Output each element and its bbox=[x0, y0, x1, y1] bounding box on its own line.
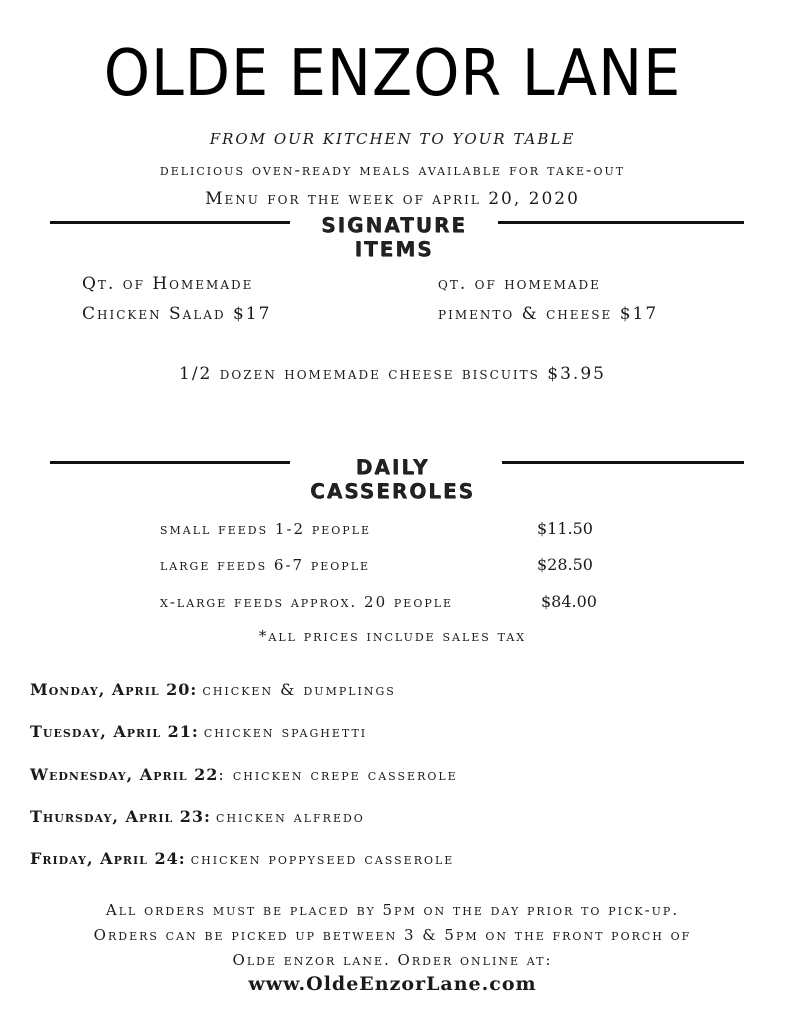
day-row-wednesday bbox=[30, 765, 458, 784]
casseroles-heading bbox=[280, 455, 505, 503]
day-row-monday bbox=[30, 680, 396, 699]
section-divider-left bbox=[50, 221, 290, 224]
website-link[interactable]: www.OldeEnzorLane.com bbox=[248, 973, 537, 995]
day-name: Wednesday, April 22 bbox=[30, 765, 219, 784]
signature-item-pimento-cheese bbox=[438, 269, 658, 329]
day-row-tuesday bbox=[30, 722, 367, 741]
size-price: $28.50 bbox=[537, 555, 593, 574]
signature-heading bbox=[290, 213, 498, 261]
signature-item-chicken-salad bbox=[82, 269, 271, 329]
day-dish: chicken & dumplings bbox=[202, 680, 396, 699]
size-label: small feeds 1-2 people bbox=[160, 520, 372, 538]
day-name: Monday, April 20: bbox=[30, 680, 198, 699]
week-line: Menu for the week of april 20, 2020 bbox=[205, 189, 580, 209]
size-label: large feeds 6-7 people bbox=[160, 556, 371, 574]
day-dish: chicken poppyseed casserole bbox=[190, 849, 455, 868]
casseroles-heading-line2: CASSEROLES bbox=[310, 479, 475, 503]
signature-heading-line1: SIGNATURE bbox=[321, 213, 467, 237]
size-label: x-large feeds approx. 20 people bbox=[160, 593, 454, 611]
page-title: OLDE ENZOR LANE bbox=[103, 37, 682, 111]
signature-item-line: pimento & cheese $17 bbox=[438, 304, 659, 324]
tagline: FROM OUR KITCHEN TO YOUR TABLE bbox=[209, 130, 576, 148]
footer-line: All orders must be placed by 5pm on the day prior to pick-up. bbox=[105, 901, 680, 919]
casseroles-heading-line1: DAILY bbox=[355, 455, 430, 479]
day-name: Tuesday, April 21: bbox=[30, 722, 199, 741]
day-row-friday bbox=[30, 849, 454, 868]
size-price: $11.50 bbox=[537, 519, 593, 538]
tax-note: *all prices include sales tax bbox=[258, 627, 527, 645]
size-price: $84.00 bbox=[541, 592, 597, 611]
signature-item-line: Chicken Salad $17 bbox=[82, 304, 272, 324]
subtagline: delicious oven-ready meals available for take-out bbox=[159, 160, 626, 179]
day-dish: : chicken crepe casserole bbox=[218, 765, 458, 784]
day-name: Friday, April 24: bbox=[30, 849, 186, 868]
footer-line: Olde enzor lane. Order online at: bbox=[232, 951, 553, 969]
section-divider-right bbox=[502, 461, 744, 464]
day-dish: chicken alfredo bbox=[216, 807, 365, 826]
day-name: Thursday, April 23: bbox=[30, 807, 211, 826]
biscuits-item: 1/2 dozen homemade cheese biscuits $3.95 bbox=[179, 364, 606, 384]
section-divider-right bbox=[498, 221, 744, 224]
signature-heading-line2: ITEMS bbox=[354, 237, 434, 261]
section-divider-left bbox=[50, 461, 290, 464]
day-dish: chicken spaghetti bbox=[203, 722, 368, 741]
footer-line: Orders can be picked up between 3 & 5pm on the front porch of bbox=[93, 926, 692, 944]
signature-item-line: qt. of homemade bbox=[438, 274, 601, 294]
signature-item-line: Qt. of Homemade bbox=[82, 274, 254, 294]
day-row-thursday bbox=[30, 807, 365, 826]
